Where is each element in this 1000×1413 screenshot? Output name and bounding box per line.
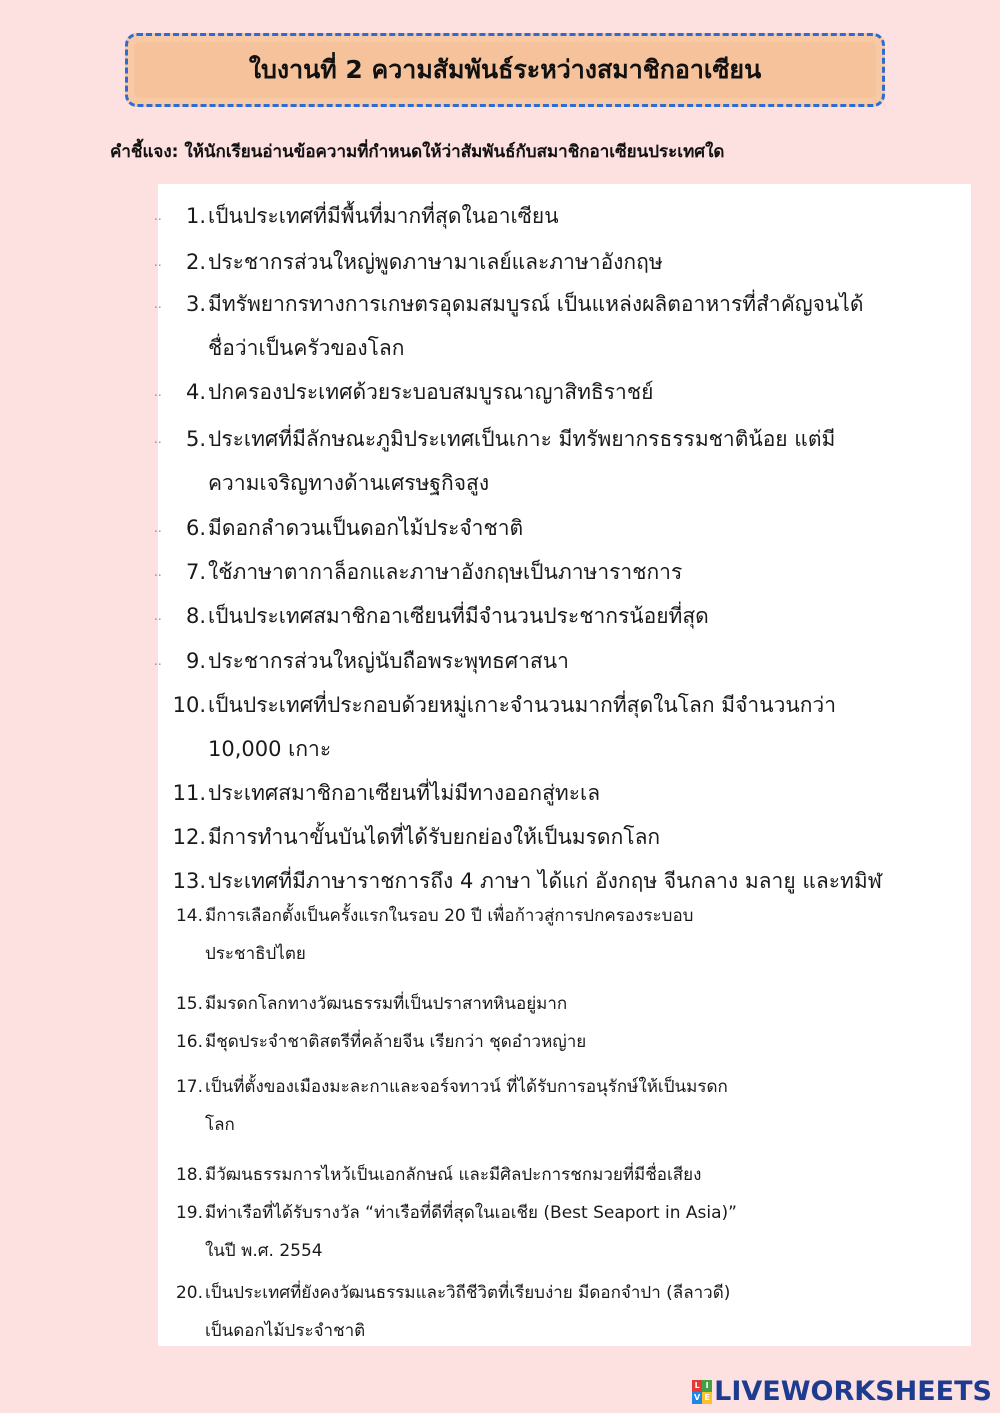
question-number: 8. <box>185 604 206 628</box>
question-text <box>208 506 963 550</box>
question-text-line: ประเทศสมาชิกอาเซียนที่ไม่มีทางออกสู่ทะเล <box>208 781 601 805</box>
question-number: 4. <box>185 380 206 404</box>
question-text <box>208 771 963 815</box>
question-item <box>158 1156 855 1194</box>
worksheet-title: ใบงานที่ 2 ความสัมพันธ์ระหว่างสมาชิกอาเซียน <box>248 55 762 84</box>
question-text <box>208 683 963 771</box>
question-text <box>205 1274 855 1350</box>
question-number: 13. <box>172 869 206 893</box>
question-text-line: ประเทศที่มีลักษณะภูมิประเทศเป็นเกาะ มีทรัพยากรธรรมชาติน้อย แต่มี <box>208 427 836 451</box>
question-item <box>158 683 963 771</box>
question-number: 7. <box>185 560 206 584</box>
question-text-line: ประชาธิปไตย <box>205 944 306 964</box>
question-number: 3. <box>185 292 206 316</box>
question-text-line: ชื่อว่าเป็นครัวของโลก <box>208 336 405 360</box>
answer-blank[interactable]: .. <box>154 255 162 269</box>
question-item <box>154 417 963 505</box>
question-text-line: ประเทศที่มีภาษาราชการถึง 4 ภาษา ได้แก่ อังกฤษ จีนกลาง มลายู และทมิฬ <box>208 869 883 893</box>
question-item <box>154 240 963 284</box>
question-text <box>208 417 963 505</box>
question-item <box>154 594 963 638</box>
question-text-line: มีท่าเรือที่ได้รับรางวัล “ท่าเรือที่ดีที่สุดในเอเชีย (Best Seaport in Asia)” <box>205 1203 737 1223</box>
question-text <box>208 594 963 638</box>
question-item <box>158 985 855 1023</box>
answer-blank[interactable]: .. <box>154 654 162 668</box>
question-text-line: โลก <box>205 1115 235 1135</box>
question-number: 17. <box>175 1077 203 1097</box>
question-text-line: มีมรดกโลกทางวัฒนธรรมที่เป็นปราสาทหินอยู่มาก <box>205 994 568 1014</box>
answer-blank[interactable]: .. <box>154 609 162 623</box>
question-item <box>158 1068 855 1144</box>
question-text-line: มีทรัพยากรทางการเกษตรอุดมสมบูรณ์ เป็นแหล่งผลิตอาหารที่สำคัญจนได้ <box>208 292 864 316</box>
logo-letter-i: I <box>702 1380 712 1392</box>
question-text <box>205 1023 855 1061</box>
question-number: 15. <box>175 994 203 1014</box>
question-item <box>158 1274 855 1350</box>
liveworksheets-logo-icon <box>692 1380 712 1404</box>
answer-blank[interactable]: .. <box>154 565 162 579</box>
question-text-line: ประชากรส่วนใหญ่นับถือพระพุทธศาสนา <box>208 649 569 673</box>
question-item <box>154 370 963 414</box>
question-text-line: เป็นที่ตั้งของเมืองมะละกาและจอร์จทาวน์ ที่ได้รับการอนุรักษ์ให้เป็นมรดก <box>205 1077 728 1097</box>
instructions: คำชี้แจง: ให้นักเรียนอ่านข้อความที่กำหนดให้ว่าสัมพันธ์กับสมาชิกอาเซียนประเทศใด <box>110 142 725 162</box>
question-item <box>154 550 963 594</box>
question-text <box>205 1156 855 1194</box>
question-text <box>205 1194 855 1270</box>
question-text <box>208 194 963 238</box>
question-text-line: เป็นประเทศที่ประกอบด้วยหมู่เกาะจำนวนมากที่สุดในโลก มีจำนวนกว่า <box>208 693 837 717</box>
question-text-line: มีชุดประจำชาติสตรีที่คล้ายจีน เรียกว่า ชุดอ๋าวหญ่าย <box>205 1032 587 1052</box>
question-item <box>158 815 963 859</box>
question-text-line: เป็นประเทศที่ยังคงวัฒนธรรมและวิถีชีวิตที่เรียบง่าย มีดอกจำปา (ลีลาวดี) <box>205 1283 731 1303</box>
question-number: 2. <box>185 250 206 274</box>
question-number: 5. <box>185 427 206 451</box>
question-item <box>154 506 963 550</box>
question-text <box>208 282 963 370</box>
question-item <box>154 639 963 683</box>
answer-blank[interactable]: .. <box>154 521 162 535</box>
question-text <box>208 550 963 594</box>
answer-blank[interactable]: .. <box>154 209 162 223</box>
question-item <box>154 282 963 370</box>
question-text-line: มีการเลือกตั้งเป็นครั้งแรกในรอบ 20 ปี เพื่อก้าวสู่การปกครองระบอบ <box>205 906 694 926</box>
question-text-line: เป็นประเทศสมาชิกอาเซียนที่มีจำนวนประชากรน้อยที่สุด <box>208 604 709 628</box>
question-sheet <box>154 184 971 1346</box>
logo-letter-l: L <box>692 1380 702 1392</box>
question-text <box>208 240 963 284</box>
question-text <box>205 985 855 1023</box>
liveworksheets-logo[interactable] <box>692 1376 992 1407</box>
liveworksheets-brand-text: LIVEWORKSHEETS <box>714 1376 992 1407</box>
logo-letter-e: E <box>702 1392 712 1404</box>
question-text-line: ปกครองประเทศด้วยระบอบสมบูรณาญาสิทธิราชย์ <box>208 380 654 404</box>
question-item <box>158 897 855 973</box>
question-text <box>205 897 855 973</box>
question-text-line: ประชากรส่วนใหญ่พูดภาษามาเลย์และภาษาอังกฤษ <box>208 250 663 274</box>
question-number: 16. <box>175 1032 203 1052</box>
question-text-line: มีการทำนาขั้นบันไดที่ได้รับยกย่องให้เป็นมรดกโลก <box>208 825 661 849</box>
question-text-line: 10,000 เกาะ <box>208 737 332 761</box>
question-number: 1. <box>185 204 206 228</box>
question-text <box>208 639 963 683</box>
question-number: 9. <box>185 649 206 673</box>
question-number: 12. <box>172 825 206 849</box>
question-item <box>158 771 963 815</box>
question-number: 18. <box>175 1165 203 1185</box>
question-text <box>208 370 963 414</box>
question-text-line: ใช้ภาษาตากาล็อกและภาษาอังกฤษเป็นภาษาราชการ <box>208 560 683 584</box>
answer-blank[interactable]: .. <box>154 432 162 446</box>
question-number: 14. <box>175 906 203 926</box>
question-number: 10. <box>172 693 206 717</box>
question-text <box>205 1068 855 1144</box>
question-item <box>158 1194 855 1270</box>
question-text-line: ในปี พ.ศ. 2554 <box>205 1241 323 1261</box>
question-number: 19. <box>175 1203 203 1223</box>
question-text-line: เป็นดอกไม้ประจำชาติ <box>205 1321 366 1341</box>
question-item <box>158 1023 855 1061</box>
logo-letter-v: V <box>694 1392 701 1402</box>
question-text-line: มีวัฒนธรรมการไหว้เป็นเอกลักษณ์ และมีศิลปะการชกมวยที่มีชื่อเสียง <box>205 1165 702 1185</box>
answer-blank[interactable]: .. <box>154 385 162 399</box>
question-number: 6. <box>185 516 206 540</box>
question-number: 11. <box>172 781 206 805</box>
question-number: 20. <box>175 1283 203 1303</box>
answer-blank[interactable]: .. <box>154 297 162 311</box>
title-banner <box>125 33 885 107</box>
question-text-line: ความเจริญทางด้านเศรษฐกิจสูง <box>208 471 490 495</box>
question-text-line: เป็นประเทศที่มีพื้นที่มากที่สุดในอาเซียน <box>208 204 559 228</box>
question-item <box>154 194 963 238</box>
question-text <box>208 815 963 859</box>
question-text-line: มีดอกลำดวนเป็นดอกไม้ประจำชาติ <box>208 516 524 540</box>
